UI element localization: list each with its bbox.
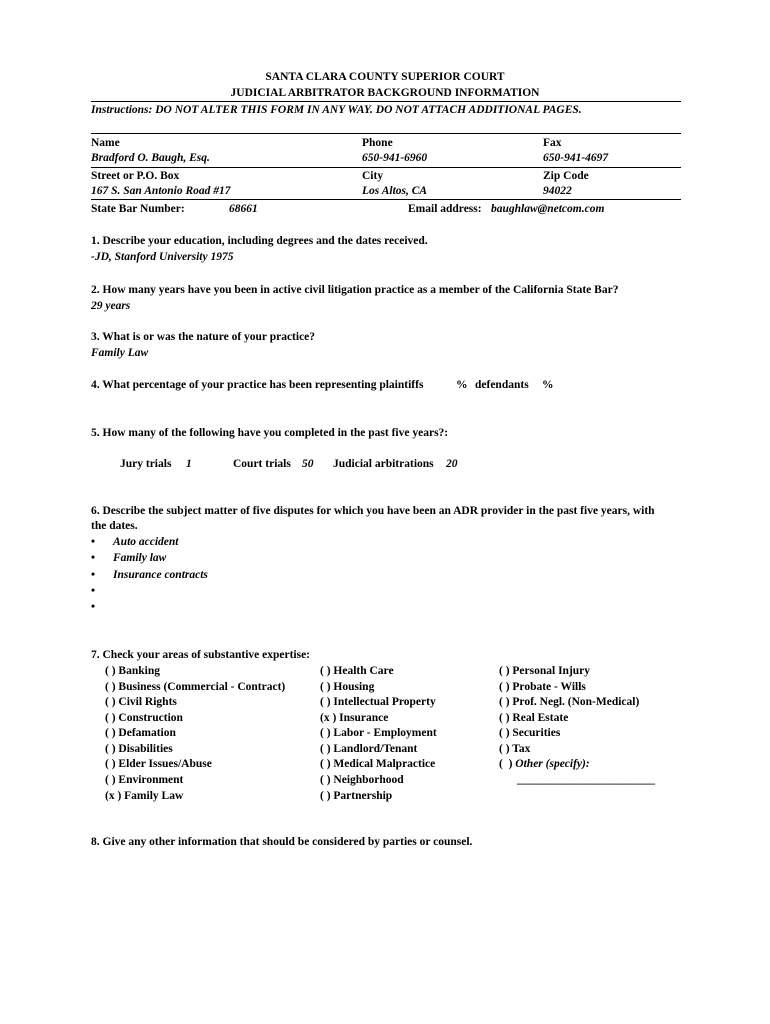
- expertise-checkbox-disabilities[interactable]: ( ) Disabilities: [105, 743, 173, 755]
- form-instructions: Instructions: DO NOT ALTER THIS FORM IN ANY WAY. DO NOT ATTACH ADDITIONAL PAGES.: [91, 104, 582, 116]
- expertise-checkbox-personal-injury[interactable]: ( ) Personal Injury: [499, 665, 591, 677]
- expertise-checkbox-health-care[interactable]: ( ) Health Care: [320, 665, 394, 677]
- name-value: Bradford O. Baugh, Esq.: [91, 152, 210, 164]
- expertise-checkbox-housing[interactable]: ( ) Housing: [320, 681, 375, 693]
- divider: [91, 167, 681, 168]
- phone-label: Phone: [362, 137, 393, 149]
- jury-trials-label: Jury trials: [120, 458, 172, 470]
- expertise-checkbox-securities[interactable]: ( ) Securities: [499, 727, 561, 739]
- judicial-arbitrations-value: 20: [446, 458, 458, 470]
- question-2: 2. How many years have you been in active civil litigation practice as a member of the California State Bar?: [91, 284, 619, 296]
- form-title: JUDICIAL ARBITRATOR BACKGROUND INFORMATION: [230, 87, 540, 99]
- divider: [91, 199, 681, 200]
- fax-value: 650-941-4697: [543, 152, 609, 164]
- expertise-checkbox-insurance[interactable]: (x ) Insurance: [320, 712, 389, 724]
- bullet-icon: •: [91, 601, 96, 613]
- bar-number-label: State Bar Number:: [91, 203, 185, 215]
- expertise-checkbox-partnership[interactable]: ( ) Partnership: [320, 790, 393, 802]
- other-checkbox-prefix: ( ): [499, 758, 516, 770]
- zip-label: Zip Code: [543, 170, 589, 182]
- street-label: Street or P.O. Box: [91, 170, 180, 182]
- expertise-checkbox-prof-negl[interactable]: ( ) Prof. Negl. (Non-Medical): [499, 696, 640, 708]
- answer-2: 29 years: [91, 300, 131, 312]
- expertise-checkbox-tax[interactable]: ( ) Tax: [499, 743, 531, 755]
- city-value: Los Altos, CA: [362, 185, 428, 197]
- city-label: City: [362, 170, 384, 182]
- dispute-item: Family law: [113, 552, 167, 564]
- divider: [91, 133, 681, 134]
- question-4: 4. What percentage of your practice has been representing plaintiffs: [91, 379, 424, 391]
- question-7: 7. Check your areas of substantive expertise:: [91, 649, 311, 661]
- other-specify-field[interactable]: ________________________: [517, 774, 655, 786]
- question-3: 3. What is or was the nature of your practice?: [91, 331, 316, 343]
- email-value: baughlaw@netcom.com: [491, 203, 605, 215]
- expertise-checkbox-other[interactable]: [499, 758, 590, 770]
- expertise-checkbox-intellectual-property[interactable]: ( ) Intellectual Property: [320, 696, 436, 708]
- question-6-continued: the dates.: [91, 520, 138, 532]
- judicial-arbitrations-label: Judicial arbitrations: [333, 458, 434, 470]
- phone-value: 650-941-6960: [362, 152, 428, 164]
- divider: [91, 101, 681, 102]
- expertise-checkbox-environment[interactable]: ( ) Environment: [105, 774, 184, 786]
- defendants-percent: %: [542, 379, 554, 391]
- defendants-label: defendants: [475, 379, 529, 391]
- court-trials-label: Court trials: [233, 458, 291, 470]
- bullet-icon: •: [91, 569, 96, 581]
- bar-number-value: 68661: [229, 203, 258, 215]
- expertise-checkbox-labor-employment[interactable]: ( ) Labor - Employment: [320, 727, 437, 739]
- bullet-icon: •: [91, 585, 96, 597]
- dispute-item: Insurance contracts: [113, 569, 208, 581]
- expertise-checkbox-construction[interactable]: ( ) Construction: [105, 712, 183, 724]
- court-name: SANTA CLARA COUNTY SUPERIOR COURT: [265, 71, 505, 83]
- question-1: 1. Describe your education, including degrees and the dates received.: [91, 235, 428, 247]
- bullet-icon: •: [91, 536, 96, 548]
- jury-trials-value: 1: [186, 458, 192, 470]
- plaintiffs-percent: %: [456, 379, 468, 391]
- answer-1: -JD, Stanford University 1975: [91, 251, 234, 263]
- question-6: 6. Describe the subject matter of five disputes for which you have been an ADR provider in the past five years, with: [91, 505, 655, 517]
- expertise-checkbox-neighborhood[interactable]: ( ) Neighborhood: [320, 774, 404, 786]
- expertise-checkbox-real-estate[interactable]: ( ) Real Estate: [499, 712, 569, 724]
- zip-value: 94022: [543, 185, 572, 197]
- question-8: 8. Give any other information that should be considered by parties or counsel.: [91, 836, 473, 848]
- expertise-checkbox-family-law[interactable]: (x ) Family Law: [105, 790, 184, 802]
- fax-label: Fax: [543, 137, 562, 149]
- expertise-checkbox-landlord-tenant[interactable]: ( ) Landlord/Tenant: [320, 743, 418, 755]
- bullet-icon: •: [91, 552, 96, 564]
- expertise-checkbox-defamation[interactable]: ( ) Defamation: [105, 727, 176, 739]
- answer-3: Family Law: [91, 347, 149, 359]
- expertise-checkbox-civil-rights[interactable]: ( ) Civil Rights: [105, 696, 177, 708]
- expertise-checkbox-business[interactable]: ( ) Business (Commercial - Contract): [105, 681, 286, 693]
- expertise-checkbox-banking[interactable]: ( ) Banking: [105, 665, 160, 677]
- expertise-checkbox-medical-malpractice[interactable]: ( ) Medical Malpractice: [320, 758, 436, 770]
- dispute-item: Auto accident: [113, 536, 179, 548]
- other-specify-label: Other (specify):: [515, 758, 590, 770]
- expertise-checkbox-probate-wills[interactable]: ( ) Probate - Wills: [499, 681, 586, 693]
- question-5: 5. How many of the following have you completed in the past five years?:: [91, 427, 449, 439]
- email-label: Email address:: [408, 203, 482, 215]
- street-value: 167 S. San Antonio Road #17: [91, 185, 231, 197]
- expertise-checkbox-elder-issues[interactable]: ( ) Elder Issues/Abuse: [105, 758, 212, 770]
- court-trials-value: 50: [302, 458, 314, 470]
- name-label: Name: [91, 137, 120, 149]
